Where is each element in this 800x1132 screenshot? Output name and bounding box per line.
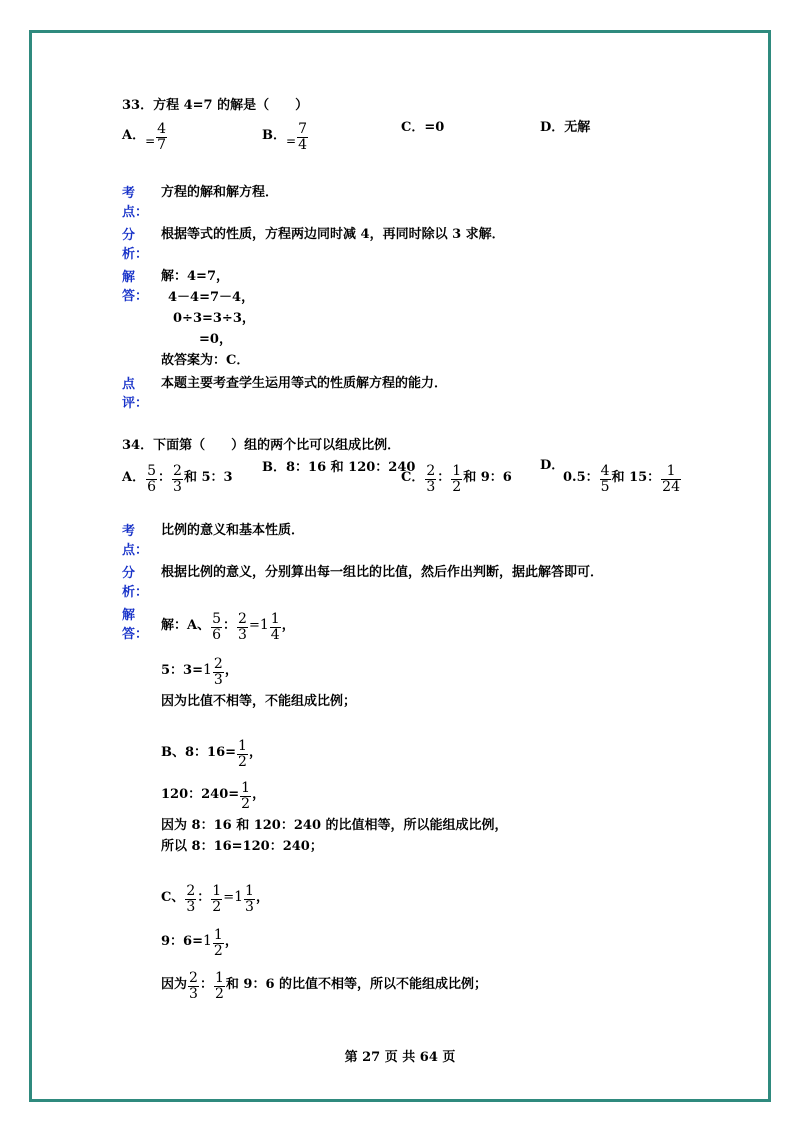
q33-kaodian: 方程的解和解方程． [161, 185, 279, 200]
q33-solution-line-1: 解：4=7， [161, 269, 229, 284]
q34-title: 34．下面第（ ）组的两个比可以组成比例． [122, 438, 401, 453]
q33-option-d: D．无解 [540, 120, 591, 135]
q34-solution-b-line-2: 120：240= $\frac{1}{2}$ ， [161, 780, 266, 812]
q34-solution-b-line-4: 所以 8：16=120：240； [161, 839, 323, 854]
q33-fenxi: 根据等式的性质，方程两边同时减 4，再同时除以 3 求解． [161, 227, 505, 242]
q34-solution-b-line-3: 因为 8：16 和 120：240 的比值相等，所以能组成比例， [161, 818, 508, 833]
q33-label-fenxi: 分 析： [122, 228, 149, 262]
q34-solution-a-line-1: 解：A、 $\frac{5}{6}$ ： $\frac{2}{3}$ =1 $\frac{1}{4}$ ， [161, 611, 295, 643]
q34-solution-b-line-1: B、8：16= $\frac{1}{2}$ ， [161, 738, 262, 770]
q34-solution-a-line-3: 因为比值不相等，不能组成比例； [161, 694, 357, 709]
q34-label-fenxi: 分 析： [122, 566, 149, 600]
q34-label-jieda: 解 答： [122, 608, 149, 642]
q33-label-kaodian: 考 点： [122, 186, 149, 220]
q33-option-c: C．=0 [401, 120, 445, 135]
q33-title: 33．方程 4=7 的解是（ ） [122, 98, 309, 113]
q34-solution-a-line-2: 5：3=1 $\frac{2}{3}$ ， [161, 656, 238, 688]
q33-label-jieda: 解 答： [122, 270, 149, 304]
q33-solution-line-2: 4－4=7－4， [168, 290, 255, 305]
q34-option-a: A． $\frac{5}{6}$ ： $\frac{2}{3}$ 和 5：3 [122, 463, 233, 495]
q34-solution-c-line-2: 9：6=1 $\frac{1}{2}$ ， [161, 927, 238, 959]
q33-option-b: B．= $\frac{7}{4}$ [262, 121, 307, 153]
q34-option-b: B．8：16 和 120：240 [262, 460, 416, 475]
q33-option-a: A．= $\frac{4}{7}$ [122, 121, 167, 153]
q34-option-d-prefix: D． [540, 458, 565, 473]
q33-label-dianping: 点 评： [122, 377, 149, 411]
q33-solution-line-4: =0， [199, 332, 232, 347]
q34-label-kaodian: 考 点： [122, 524, 149, 558]
page-footer: 第 27 页 共 64 页 [344, 1050, 456, 1065]
q34-solution-c-line-3: 因为 $\frac{2}{3}$ ： $\frac{1}{2}$ 和 9：6 的比值不相等，所以不能组成比例； [161, 970, 488, 1002]
q33-solution-line-3: 0÷3=3÷3， [173, 311, 255, 326]
q34-fenxi: 根据比例的意义，分别算出每一组比的比值，然后作出判断，据此解答即可． [161, 565, 604, 580]
q34-kaodian: 比例的意义和基本性质． [161, 523, 305, 538]
q34-option-d: 0.5： $\frac{4}{5}$ 和 15： $\frac{1}{24}$ [563, 463, 680, 495]
q34-solution-c-line-1: C、 $\frac{2}{3}$ ： $\frac{1}{2}$ =1 $\frac{1}{3}$ ， [161, 883, 269, 915]
q33-solution-line-5: 故答案为：C． [161, 353, 250, 368]
q34-option-c: C． $\frac{2}{3}$ ： $\frac{1}{2}$ 和 9：6 [401, 463, 512, 495]
q33-dianping: 本题主要考查学生运用等式的性质解方程的能力． [161, 376, 448, 391]
